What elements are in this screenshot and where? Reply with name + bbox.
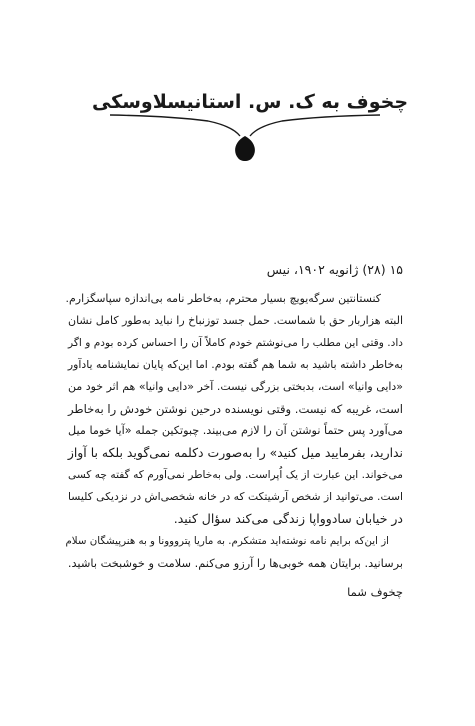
dateline: ۱۵ (۲۸) ژانویه ۱۹۰۲، نیس bbox=[266, 262, 403, 277]
text-line: از این‌که برایم نامه نوشته‌اید متشکرم. به ماریا پترووونا و به هنرپیشگان سلام bbox=[65, 535, 389, 547]
text-line: ندارید، بفرمایید میل کنید» را به‌صورت دکلمه نمی‌گوید بلکه با آواز bbox=[67, 445, 403, 460]
text-line: است. می‌توانید از شخص آرشیتکت که در خانه شخصی‌اش در نزدیکی کلیسا bbox=[68, 490, 403, 503]
title-ornament bbox=[110, 112, 380, 164]
text-line: می‌آورد پس حتماً نوشتن آن را لازم می‌بیند. چبوتکین جمله «آیا خوما میل bbox=[68, 424, 403, 437]
text-line: البته هزاربار حق با شماست. حمل جسد توزنباخ را نباید به‌طور کامل نشان bbox=[68, 314, 403, 327]
letter-title: چخوف به ک. س. استانیسلاوسکی bbox=[91, 91, 409, 113]
text-line: «دایی وانیا» است، بدبختی بزرگی نیست. آخر «دایی وانیا» هم اثر خود من bbox=[68, 380, 403, 393]
text-line: کنستانتین سرگه‌یویچ بسیار محترم، به‌خاطر نامه بی‌اندازه سپاسگزارم. bbox=[65, 292, 381, 305]
text-line: داد. وقتی این مطلب را می‌نوشتم خودم کاملاً آن را احساس کرده بودم و اگر bbox=[68, 337, 403, 349]
signature: چخوف شما bbox=[347, 585, 403, 599]
text-line: برسانید. برایتان همه خوبی‌ها را آرزو می‌کنم. سلامت و خوشبخت باشید. bbox=[67, 556, 403, 570]
letter-body bbox=[65, 288, 403, 574]
text-line: می‌خواند. این عبارت از یک اُپراست. ولی به‌خاطر نمی‌آورم که گفته چه کسی bbox=[68, 469, 403, 481]
text-line: در خیابان سادوواپا زندگی می‌کند سؤال کنید. bbox=[173, 511, 403, 526]
text-line: است، غریبه که نیست. وقتی نویسنده درحین نوشتن خودش را به‌خاطر bbox=[68, 402, 403, 416]
text-line: به‌خاطر داشته باشید به شما هم گفته بودم. اما این‌که پایان نمایشنامه یادآور bbox=[67, 358, 403, 371]
